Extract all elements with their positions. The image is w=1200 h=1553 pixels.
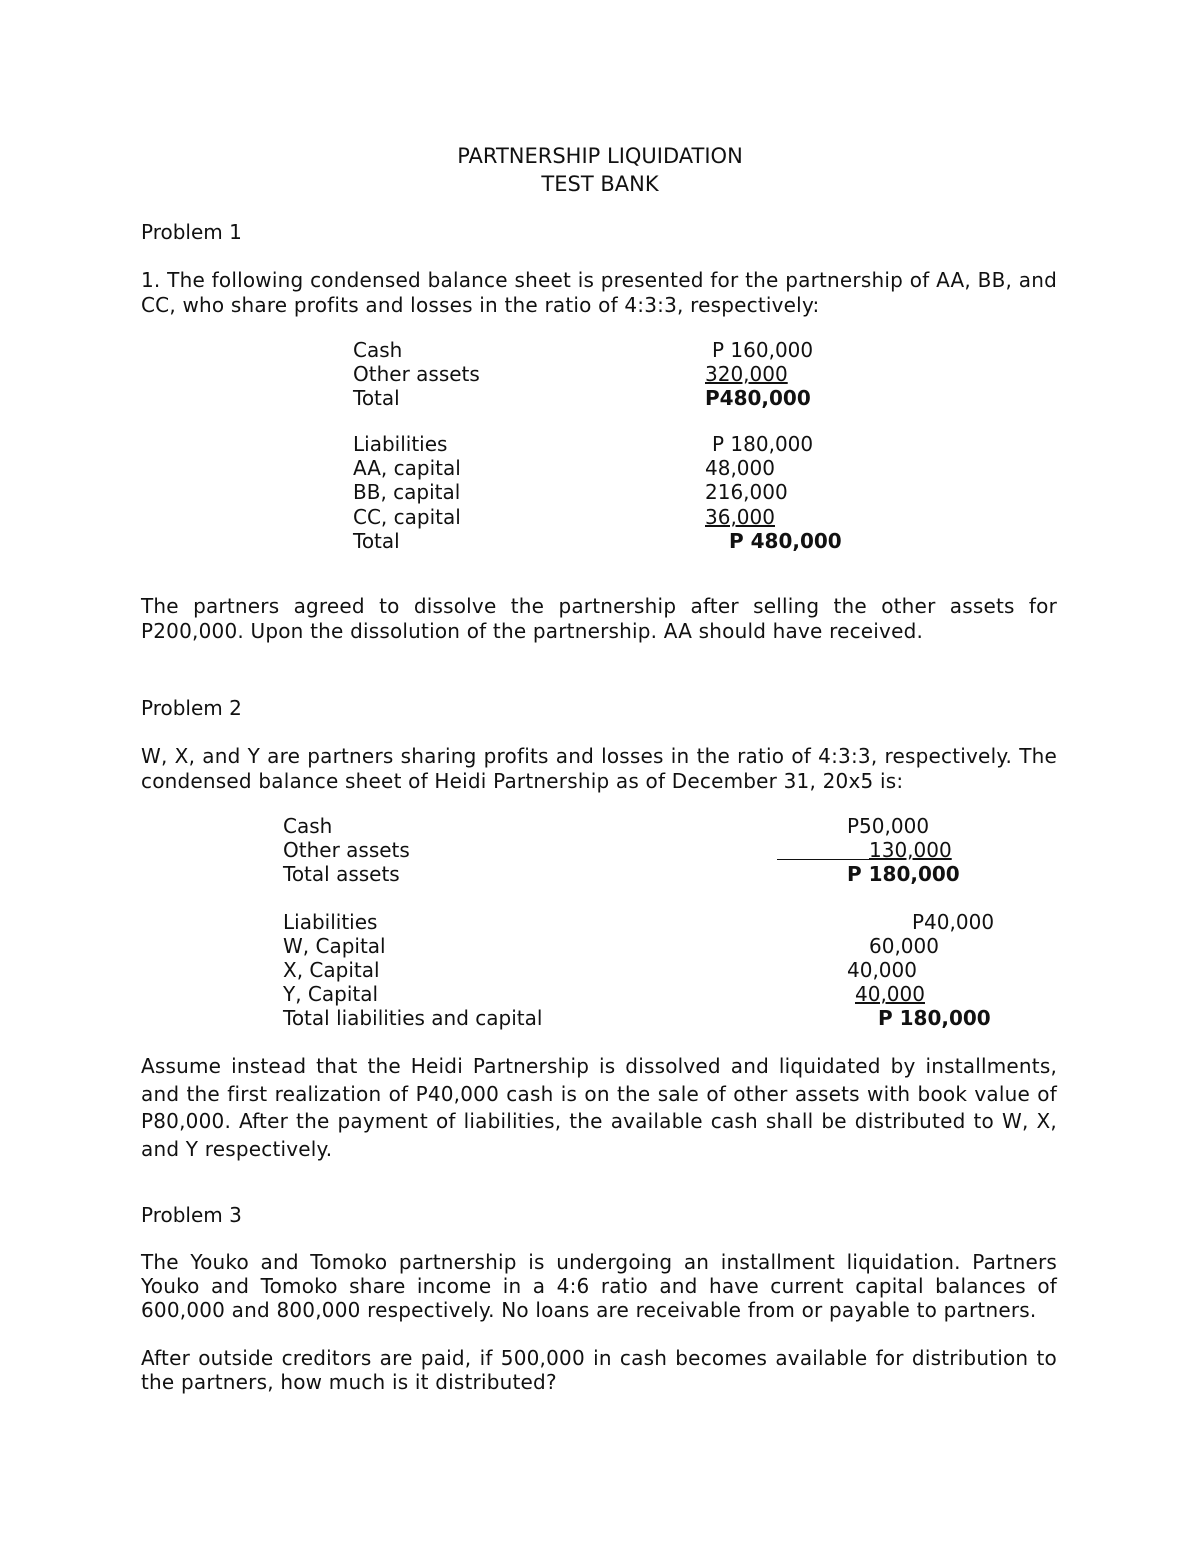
row-label: Total liabilities and capital <box>283 1006 543 1030</box>
row-value: 48,000 <box>705 456 775 480</box>
row-value: P40,000 <box>912 910 995 934</box>
row-value: 130,000 <box>869 838 952 862</box>
row-label: X, Capital <box>283 958 380 982</box>
row-value: 40,000 <box>855 982 925 1006</box>
problem-1-heading: Problem 1 <box>141 220 242 244</box>
problem-1-question: The partners agreed to dissolve the partnership after selling the other assets for P200,000. Upon the dissolution of the partnership. AA should have received. <box>141 594 1057 643</box>
row-label: Cash <box>353 338 403 362</box>
row-label: AA, capital <box>353 456 461 480</box>
row-value: 40,000 <box>847 958 917 982</box>
row-value: P 180,000 <box>712 432 814 456</box>
row-label: Liabilities <box>353 432 448 456</box>
row-label: CC, capital <box>353 505 461 529</box>
underline-rule <box>777 859 869 860</box>
row-label: W, Capital <box>283 934 386 958</box>
row-label: Other assets <box>283 838 410 862</box>
row-label: Total <box>353 386 400 410</box>
row-label: Other assets <box>353 362 480 386</box>
row-value: P 480,000 <box>729 529 842 553</box>
problem-3-question: After outside creditors are paid, if 500,000 in cash becomes available for distribution to the partners, how much is it distributed? <box>141 1346 1057 1394</box>
problem-1-intro: 1. The following condensed balance sheet is presented for the partnership of AA, BB, and CC, who share profits and losses in the ratio of 4:3:3, respectively: <box>141 268 1057 317</box>
problem-2-heading: Problem 2 <box>141 696 242 720</box>
problem-2-question: Assume instead that the Heidi Partnership is dissolved and liquidated by installments, and the first realization of P40,000 cash is on the sale of other assets with book value of P80,000. After the payment of liabilities, the available cash shall be distributed to W, X, and Y respectively. <box>141 1054 1057 1161</box>
row-label: Liabilities <box>283 910 378 934</box>
row-value: 36,000 <box>705 505 775 529</box>
row-label: BB, capital <box>353 480 461 504</box>
row-label: Cash <box>283 814 333 838</box>
row-value: P 160,000 <box>712 338 814 362</box>
document-title: PARTNERSHIP LIQUIDATION <box>457 144 743 168</box>
row-value: P480,000 <box>705 386 811 410</box>
problem-2-intro: W, X, and Y are partners sharing profits and losses in the ratio of 4:3:3, respectively. The condensed balance sheet of Heidi Partnership as of December 31, 20x5 is: <box>141 744 1057 793</box>
row-value: P50,000 <box>847 814 930 838</box>
row-value: 320,000 <box>705 362 788 386</box>
row-value: 216,000 <box>705 480 788 504</box>
document-subtitle: TEST BANK <box>541 172 659 196</box>
row-label: Y, Capital <box>283 982 379 1006</box>
row-value: 60,000 <box>869 934 939 958</box>
row-label: Total assets <box>283 862 400 886</box>
row-value: P 180,000 <box>878 1006 991 1030</box>
row-label: Total <box>353 529 400 553</box>
problem-3-intro: The Youko and Tomoko partnership is undergoing an installment liquidation. Partners Youko and Tomoko share income in a 4:6 ratio and have current capital balances of 600,000 and 800,000 respectively. No loans are receivable from or payable to partners. <box>141 1250 1057 1322</box>
problem-3-heading: Problem 3 <box>141 1203 242 1227</box>
row-value: P 180,000 <box>847 862 960 886</box>
